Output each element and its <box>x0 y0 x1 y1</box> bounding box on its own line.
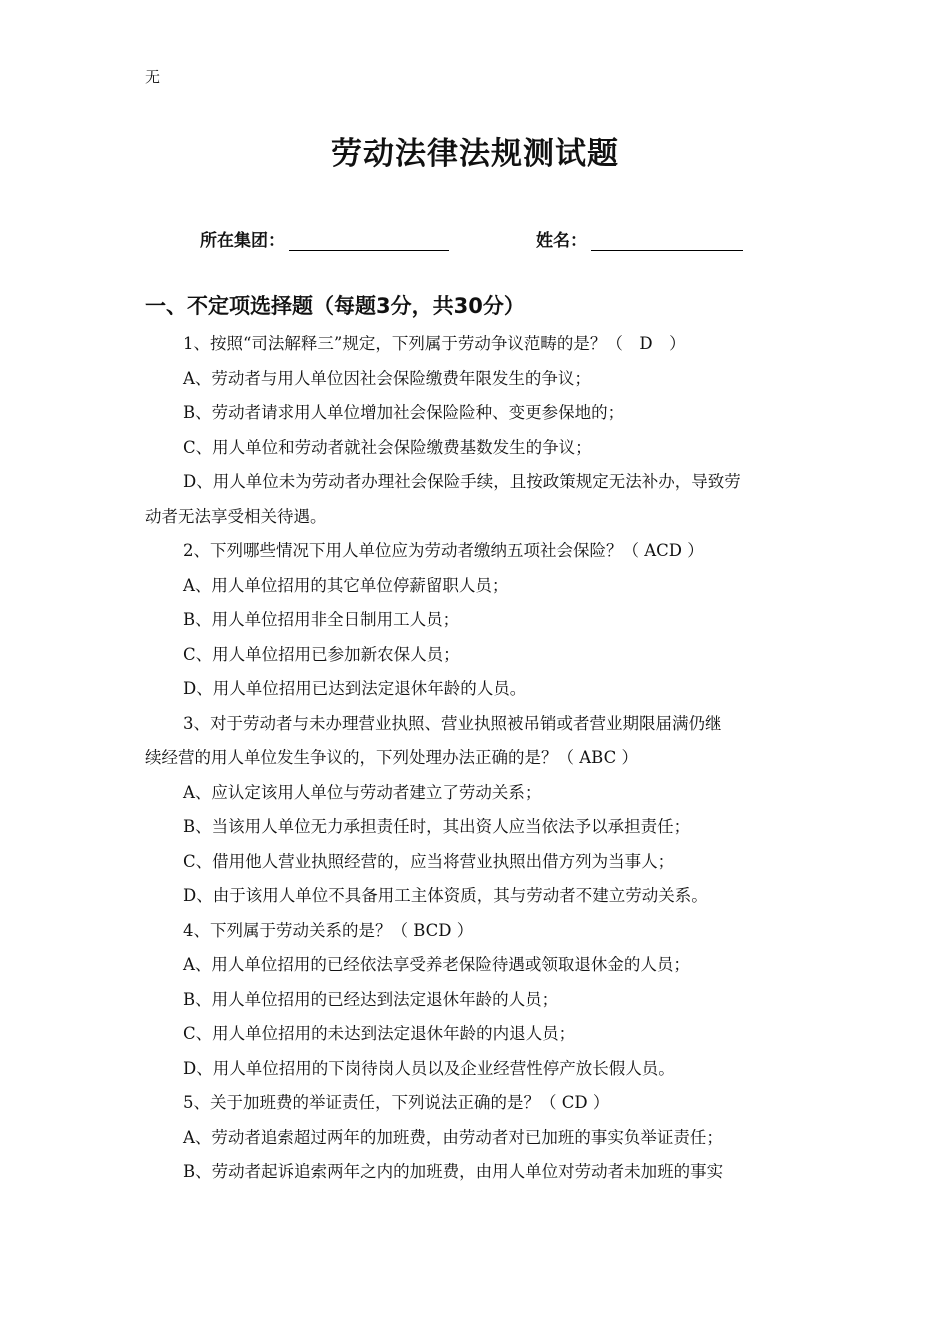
text-line: 4、下列属于劳动关系的是？（ BCD ） <box>183 920 474 940</box>
text-line: B、劳动者起诉追索两年之内的加班费，由用人单位对劳动者未加班的事实 <box>183 1162 724 1181</box>
text-line: D、用人单位招用已达到法定退休年龄的人员。 <box>183 679 527 698</box>
header-mark: 无 <box>145 68 161 86</box>
text-line: D、用人单位招用的下岗待岗人员以及企业经营性停产放长假人员。 <box>183 1058 675 1078</box>
text-line: A、用人单位招用的已经依法享受养老保险待遇或领取退休金的人员； <box>183 955 690 974</box>
text-line: A、用人单位招用的其它单位停薪留职人员； <box>183 575 509 595</box>
text-line: C、用人单位和劳动者就社会保险缴费基数发生的争议； <box>183 437 592 457</box>
name-blank-line <box>591 232 743 251</box>
text-line: B、劳动者请求用人单位增加社会保险险种、变更参保地的； <box>183 403 625 422</box>
info-fields <box>0 226 950 256</box>
page-title: 劳动法律法规测试题 <box>331 136 619 172</box>
text-line: 3、对于劳动者与未办理营业执照、营业执照被吊销或者营业期限届满仍继 <box>183 713 722 733</box>
group-blank-line <box>289 232 449 251</box>
text-line: C、借用他人营业执照经营的，应当将营业执照出借方列为当事人； <box>183 851 675 871</box>
name-field <box>536 226 743 251</box>
text-line: B、当该用人单位无力承担责任时，其出资人应当依法予以承担责任； <box>183 817 691 836</box>
text-line: A、应认定该用人单位与劳动者建立了劳动关系； <box>183 782 542 802</box>
name-label: 姓名： <box>536 231 587 251</box>
text-line: C、用人单位招用的未达到法定退休年龄的内退人员； <box>183 1024 576 1043</box>
text-line: D、用人单位未为劳动者办理社会保险手续，且按政策规定无法补办，导致劳 <box>183 472 741 491</box>
section-heading: 一、不定项选择题（每题3分，共30分） <box>145 294 525 318</box>
text-line: B、用人单位招用的已经达到法定退休年龄的人员； <box>183 989 559 1009</box>
text-line: C、用人单位招用已参加新农保人员； <box>183 644 460 664</box>
group-field <box>200 226 449 251</box>
text-line: B、用人单位招用非全日制用工人员； <box>183 610 460 629</box>
text-line: 2、下列哪些情况下用人单位应为劳动者缴纳五项社会保险？（ ACD ） <box>183 541 704 560</box>
text-line: A、劳动者与用人单位因社会保险缴费年限发生的争议； <box>183 368 591 388</box>
text-line: A、劳动者追索超过两年的加班费，由劳动者对已加班的事实负举证责任； <box>183 1127 723 1147</box>
text-line: D、由于该用人单位不具备用工主体资质，其与劳动者不建立劳动关系。 <box>183 886 708 905</box>
text-line: 续经营的用人单位发生争议的，下列处理办法正确的是？（ ABC ） <box>145 748 638 767</box>
text-line: 动者无法享受相关待遇。 <box>145 506 327 526</box>
question-body <box>145 327 810 1190</box>
group-label: 所在集团： <box>200 231 285 251</box>
text-line: 5、关于加班费的举证责任，下列说法正确的是？（ CD ） <box>183 1093 610 1112</box>
text-line: 1、按照“司法解释三”规定，下列属于劳动争议范畴的是？（ D ） <box>183 334 686 353</box>
